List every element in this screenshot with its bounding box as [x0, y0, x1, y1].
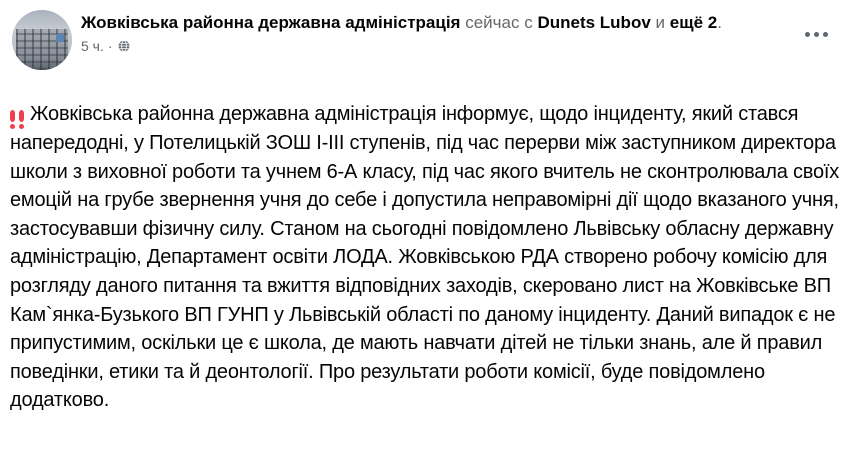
post-text [0, 100, 856, 415]
tagged-user-link[interactable]: Dunets Lubov [537, 13, 651, 32]
avatar[interactable] [12, 10, 72, 70]
avatar-blue-sign [56, 34, 64, 42]
others-link[interactable]: ещё 2 [669, 13, 718, 32]
ellipsis-dot [814, 32, 819, 37]
period: . [717, 13, 722, 32]
post-meta [81, 38, 722, 54]
ellipsis-dot [805, 32, 810, 37]
post-header [12, 10, 806, 70]
post-header-text [81, 10, 722, 70]
post-options-ellipsis-icon[interactable] [801, 26, 832, 43]
ellipsis-dot [823, 32, 828, 37]
globe-icon [118, 40, 130, 52]
double-exclamation-emoji [10, 110, 24, 129]
post-text-content: Жовківська районна державна адміністрація інформує, щодо інциденту, який стався напередодні, у Потелицькій ЗОШ І-ІІІ ступенів, під час перерви між заступником директора школи з виховної роботи та учнем 6-А класу, під час якого вчитель не сконтролювала своїх емоцій на грубе звернення учня до себе і допустила неправомірні дії щодо вказаного учня, застосувавши фізичну силу. Станом на сьогодні повідомлено Львівську обласну державну адміністрацію, Департамент освіти ЛОДА. Жовківською РДА створено робочу комісію для розгляду даного питання та вжиття відповідних заходів, скеровано лист на Жовківське ВП Кам`янка-Бузького ВП ГУНП у Львівській області по даному інциденту. Даний випадок є не припустимим, оскільки це є школа, де мають навчати дітей не тільки знань, але й правил поведінки, етики та й деонтології. Про результати роботи комісії, буде повідомлено додатково. [10, 103, 840, 412]
author-name-link[interactable]: Жовківська районна державна адміністрація [81, 13, 461, 32]
header-line [81, 11, 722, 34]
conjunction: и [655, 13, 666, 32]
context-prefix: сейчас с [465, 13, 533, 32]
timestamp-link[interactable]: 5 ч. [81, 38, 104, 54]
meta-separator: · [107, 38, 113, 54]
